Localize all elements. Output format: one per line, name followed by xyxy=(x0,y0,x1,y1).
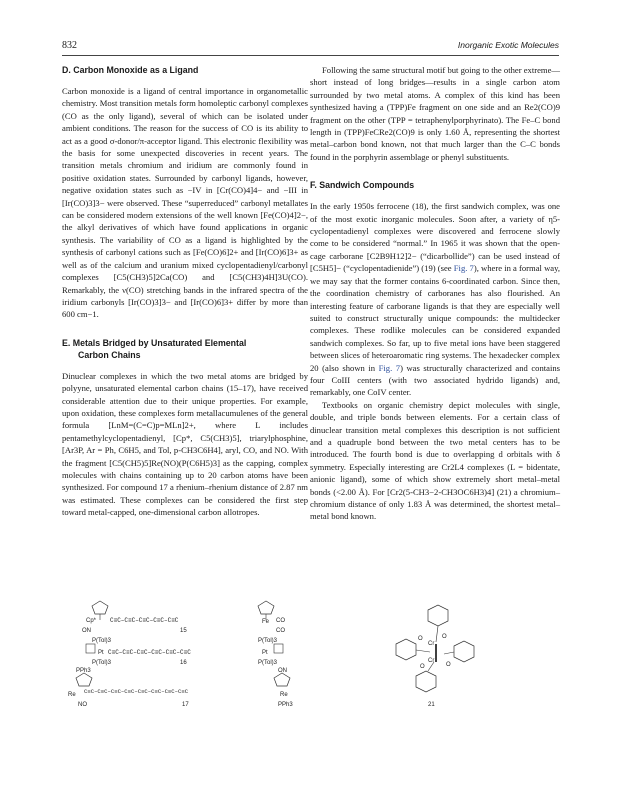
aryl-ring-right xyxy=(454,641,474,662)
row2-label-2: 16 xyxy=(180,660,187,666)
figure-compound-21 xyxy=(388,604,488,714)
row1-group-0: Cp* xyxy=(86,618,97,624)
right-column xyxy=(310,64,560,523)
row2-label-0: P(Tol)3 xyxy=(92,638,112,644)
row1-label-2: CO xyxy=(276,628,285,634)
aryl-ring-left xyxy=(396,639,416,660)
chains-svg xyxy=(62,592,312,714)
fig-7-link[interactable]: Fig. 7 xyxy=(453,263,474,274)
metal-pt-right: Pt xyxy=(262,650,268,656)
compound-21-label: 21 xyxy=(428,702,435,708)
atom-o-2: O xyxy=(418,636,423,642)
row1-label-1: 15 xyxy=(180,628,187,634)
cp-ring-right xyxy=(258,601,274,614)
metal-cr-bottom: Cr xyxy=(428,658,435,664)
row3-label-4: PPh3 xyxy=(278,702,293,708)
metal-re-left: Re xyxy=(68,692,76,698)
section-e-title-line1: E. Metals Bridged by Unsaturated Elemental xyxy=(62,337,247,348)
figure-carbon-chains xyxy=(62,592,312,714)
row2-label-3: P(Tol)3 xyxy=(258,638,278,644)
section-d-paragraph: Carbon monoxide is a ligand of central importance in organometallic chemistry. Most transition metals form homoleptic carbonyl complexes (CO as the only ligand), several of which can be isolated under ambient conditions. The reason for the success of CO is its ability to act as a good σ-donor/π-acceptor ligand. This electronic flexibility was the basis for some unexpected discoveries in recent years. The transition metals chromium and iridium are commonly found in positive oxidation states. Surrounded by carbonyl ligands, however, negative oxidation states such as −IV in [Cr(CO)4]4− and −III in [Ir(CO)3]3− were observed. These “superreduced” carbonyl metallates can be considered modern extensions of the well known [Fe(CO)4]2−, the alkyl derivatives of which have found applications in organic synthesis. The variability of CO as a ligand is highlighted by the synthesis of carbonyl cations such as [Fe(CO)6]2+ and [Ir(CO)6]3+ as well as of the calcium and uranium mixed cyclopentadienyl/carbonyl complexes [C5(CH3)5]2Ca(CO) and [C5(CH3)4H]3U(CO). Remarkably, the ν(CO) stretching bands in the infrared spectra of the iridium carbonyls [Ir(CO)3]3− and [Ir(CO)6]3+ differ by more than 600 cm−1. xyxy=(62,86,308,320)
section-d-title: D. Carbon Monoxide as a Ligand xyxy=(62,65,199,75)
section-e-title-line2: Carbon Chains xyxy=(78,349,141,360)
running-title: Inorganic Exotic Molecules xyxy=(457,40,559,50)
f-text-b: ), where in a formal way, we may say that the former contains 6-coordinated carbon. Since then, the coordination chemistry of carboranes has also flourished. An interesting feature of carborane ligands is that they are especially well suited to construct structurally unique compounds: the multidecker complexes. These rodlike molecules can be considered expanded sandwich complexes. So far, up to five metal ions have been staggered between slices of heteroaromatic ring systems. The hexadecker complex 20 (also shown in xyxy=(310,263,560,373)
row2-label-4: P(Tol)3 xyxy=(258,660,278,666)
bond-line xyxy=(436,626,438,642)
metal-pt-left: Pt xyxy=(98,650,104,656)
aryl-ring-right xyxy=(274,644,283,653)
complex-17 xyxy=(68,668,293,708)
f-text-a: In the early 1950s ferrocene (18), the first sandwich complex, was one of the most exotic inorganic molecules. Soon after, a variety of η5-cyclopentadienyl complexes were discovered and ferrocene slowly come to be considered “normal.” In 1965 it was shown that the open-cage carborane [C2B9H12]2− (“dicarbollide”) can be used instead of [C5H5]− (“cyclopentadienide”) (19) (see xyxy=(310,201,560,274)
row2-label-1: P(Tol)3 xyxy=(92,660,112,666)
compound-21-svg xyxy=(388,604,488,714)
metal-cr-top: Cr xyxy=(428,641,435,647)
row3-label-1: NO xyxy=(78,702,87,708)
cp-ring-left xyxy=(92,601,108,614)
aryl-ring-top xyxy=(428,605,448,626)
chain-17: C≡C–C≡C–C≡C–C≡C–C≡C–C≡C–C≡C–C≡C xyxy=(84,688,189,695)
metal-re-right: Re xyxy=(280,692,288,698)
chain-16: C≡C–C≡C–C≡C–C≡C–C≡C–C≡C xyxy=(108,649,191,656)
cp-ring-right xyxy=(274,673,290,686)
page-number: 832 xyxy=(62,40,77,51)
fig-7-link-2[interactable]: Fig. 7 xyxy=(378,362,401,373)
chain-15: C≡C–C≡C–C≡C–C≡C–C≡C xyxy=(110,617,179,624)
page-header xyxy=(62,40,559,56)
section-e-paragraph: Dinuclear complexes in which the two metal atoms are bridged by polyyne, unsaturated elemental carbon chains (15–17), have received considerable attention due to their unique properties. For example, upon oxidation, these complexes form metallacumulenes of the general formula [LnM=(C=C)p=MLn]2+, where L includes pentamethylcyclopentadienyl, [Cp*, C5(CH3)5], triarylphosphine, [Ar3P, Ar = Ph, C6H5, and Tol, p-CH3C6H4], aryl, CO, and NO. With the fragment [C5(CH5)5]Re(NO)(P(C6H5)3] as the capping, complex molecules with chains containing up to 20 carbon atoms have been synthesized. For compound 17 a rhenium–rhenium distance of 2.87 nm was estimated. These complexes can be considered the first step toward metal-capped, one-dimensional carbon allotropes. xyxy=(62,370,308,518)
intro-paragraph: Following the same structural motif but going to the other extreme—short instead of long bridges—results in a single carbon atom surrounded by two metal atoms. A complex of this kind has been synthesized having a (TPP)Fe fragment on one side and an Re2(CO)9 fragment on the other (TPP = tetraphenylporphyrinato). The Fe–C bond length in (TPP)FeCRe2(CO)9 is only 1.60 Å, representing the shortest metal–carbon bond known, not that much larger than the C–C bonds found in the porphyrin assemblage or phenyl substituents. xyxy=(310,65,560,162)
section-e-title xyxy=(62,337,308,361)
aryl-ring-bottom xyxy=(416,671,436,692)
f-text-c: ) was structurally characterized and contains four CoIII centers (with two associated hydrido ligands) and, remarkably, one CoIV center. xyxy=(310,362,560,398)
row1-label-0: ON xyxy=(82,628,91,634)
atom-o-3: O xyxy=(446,662,451,668)
complex-15 xyxy=(82,601,285,634)
row3-label-2: 17 xyxy=(182,702,189,708)
row3-label-0: PPh3 xyxy=(76,668,91,674)
left-column xyxy=(62,64,308,519)
bond-line xyxy=(416,650,430,652)
row1-group-1: Fe xyxy=(262,619,270,625)
cp-ring-left xyxy=(76,673,92,686)
row1-group-2: CO xyxy=(276,618,285,624)
section-f-title: F. Sandwich Compounds xyxy=(310,180,415,191)
complex-16 xyxy=(86,638,283,666)
atom-o-4: O xyxy=(420,664,425,670)
bond-line xyxy=(444,652,454,654)
header-rule xyxy=(62,55,559,56)
row3-label-3: ON xyxy=(278,668,287,674)
section-f-paragraph-1 xyxy=(310,200,560,399)
section-f-paragraph-2: Textbooks on organic chemistry depict molecules with single, double, and triple bonds between elements. For a certain class of dinuclear transition metal complexes this description is not sufficient and a quadruple bond between the two metal centers has to be introduced. The fourth bond is due to overlapping d orbitals with δ symmetry. Especially interesting are Cr2L4 complexes (L = bidentate, anionic ligand), some of which show extremely short metal–metal bonds (<2.00 Å). For [Cr2(5-CH3−2-CH3OC6H3)4] (21) a chromium–chromium distance of only 1.83 Å was determined, the shortest metal–metal bond known. xyxy=(310,399,560,522)
aryl-ring-left xyxy=(86,644,95,653)
atom-o-1: O xyxy=(442,634,447,640)
